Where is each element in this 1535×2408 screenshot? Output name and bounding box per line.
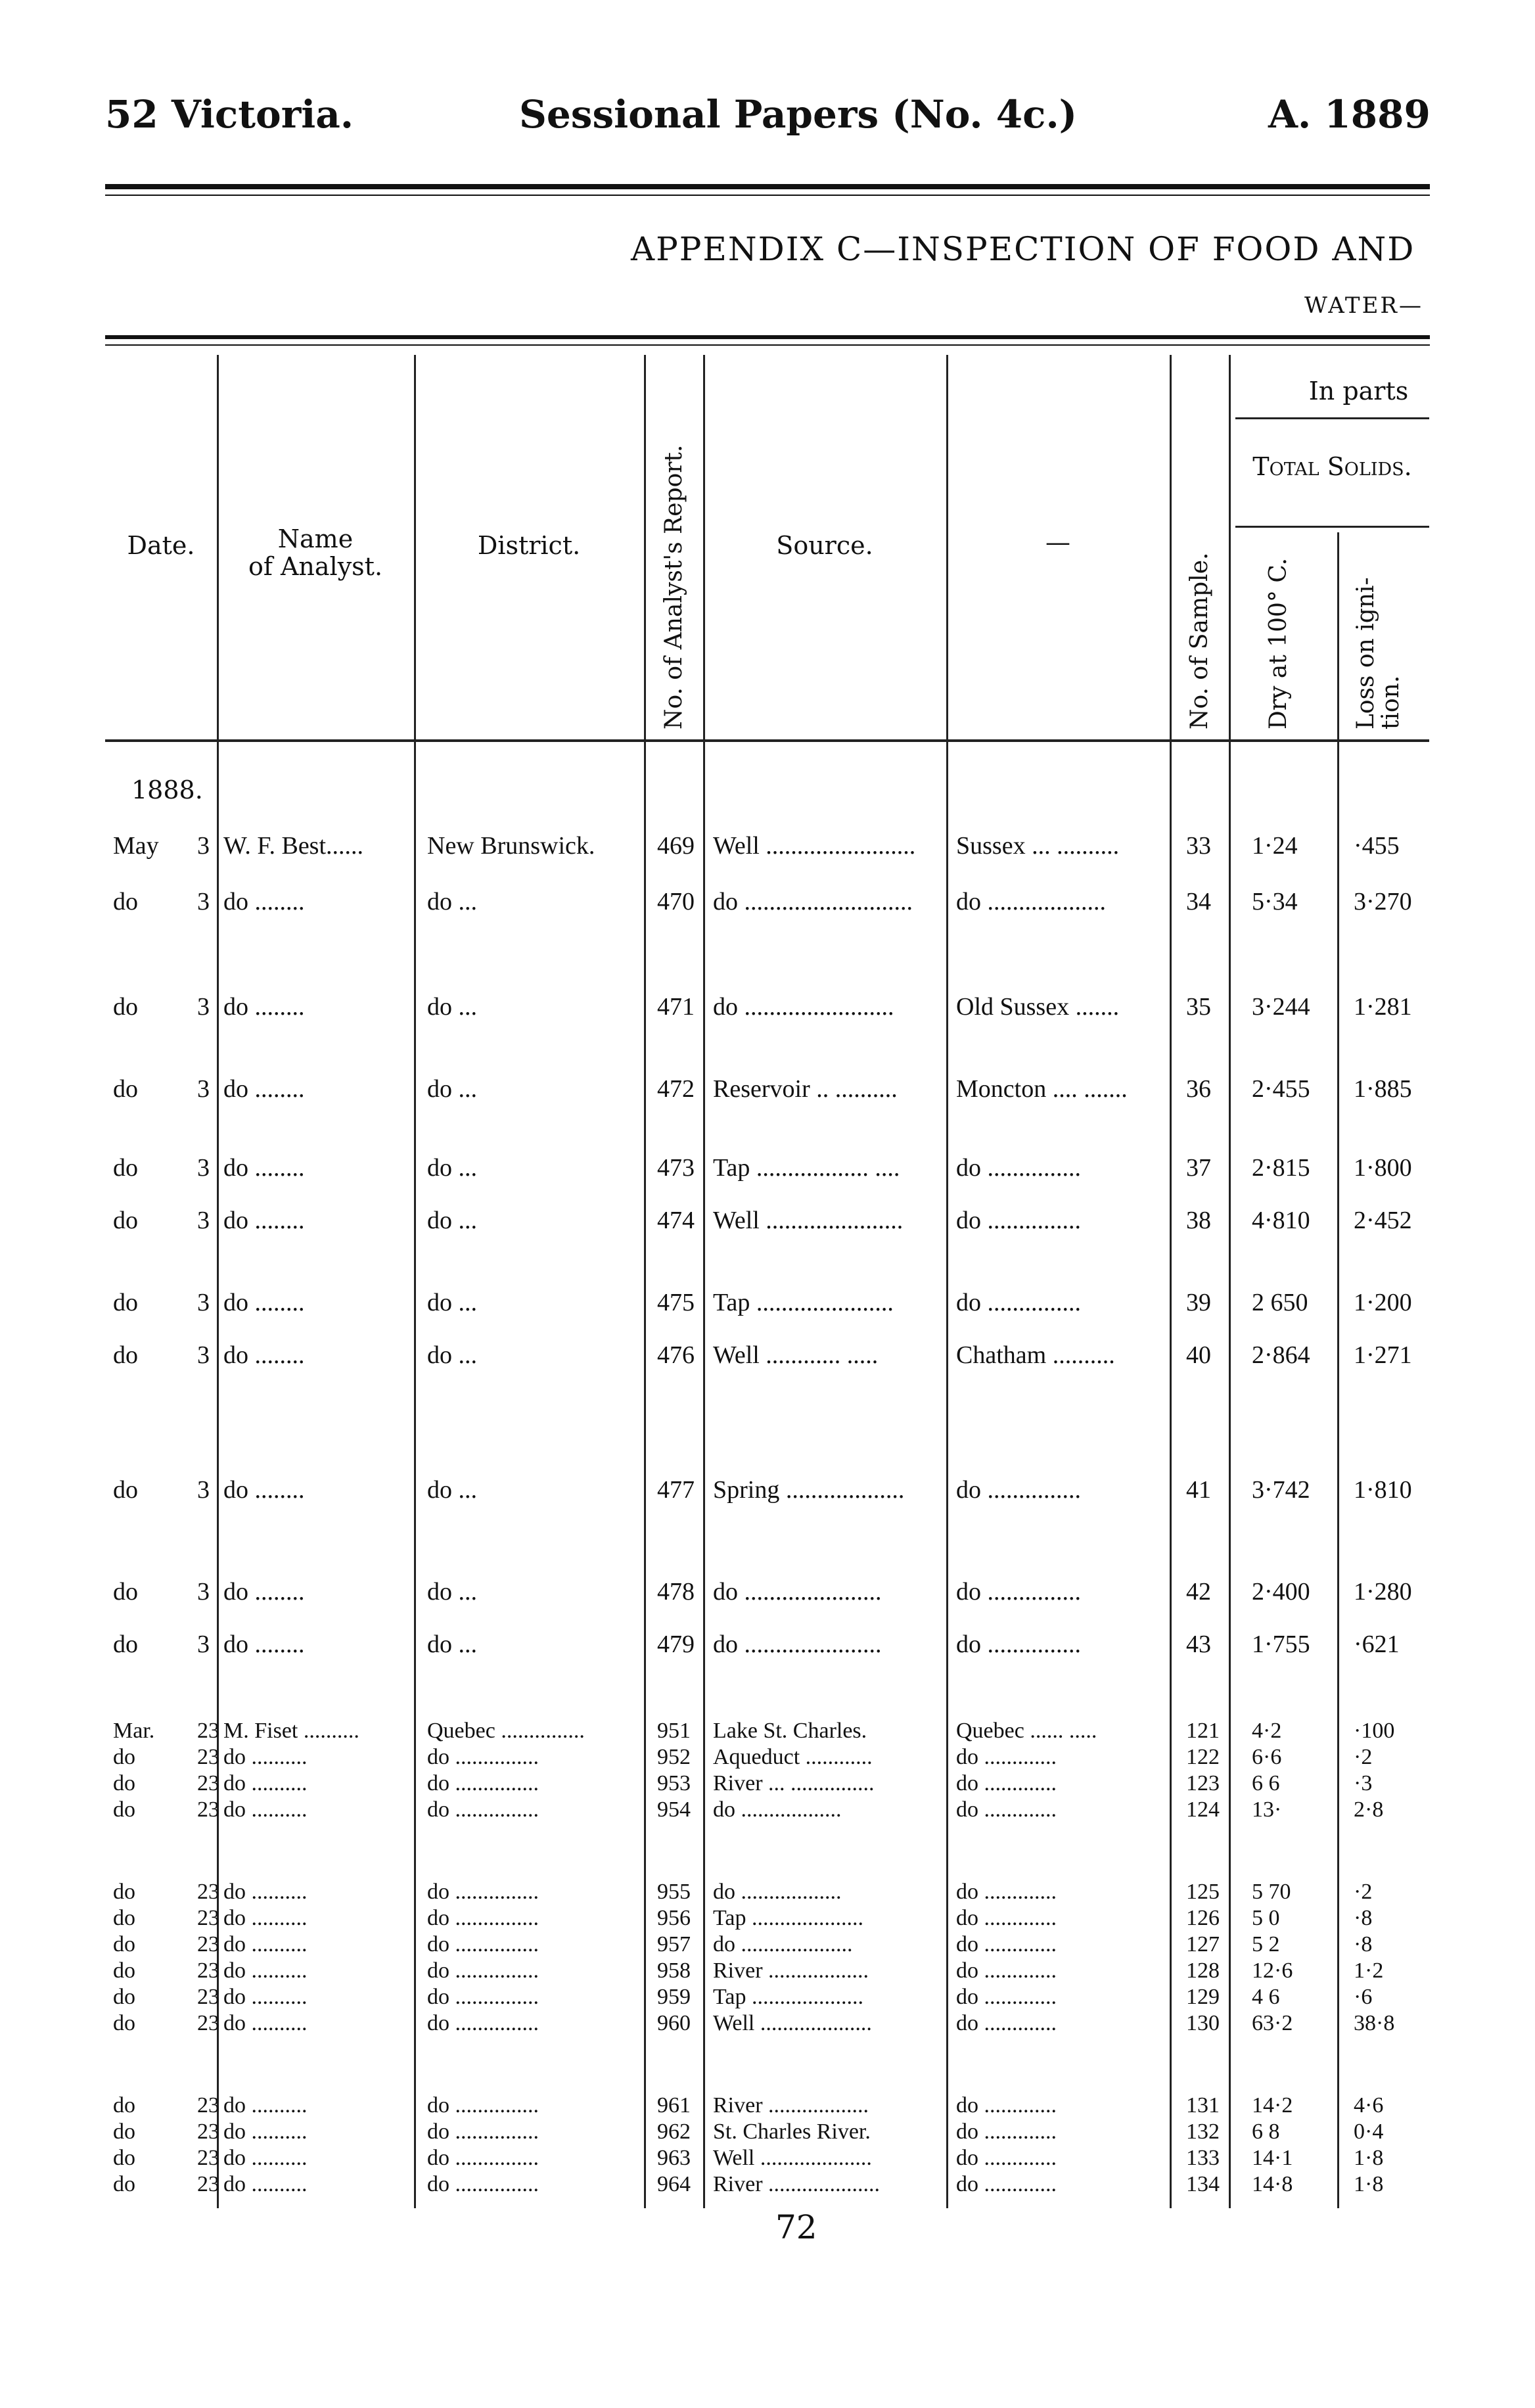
cell-source: Well .................... [713, 2011, 872, 2035]
cell-dry: 2·864 [1252, 1341, 1310, 1369]
cell-day: 23 [197, 2011, 219, 2035]
cell-sample: 42 [1186, 1578, 1211, 1606]
cell-sample: 130 [1186, 2011, 1220, 2035]
cell-report: 952 [657, 1745, 691, 1769]
cell-locality: do ............. [956, 1958, 1057, 1983]
col-header-total-solids: Total Solids. [1252, 452, 1412, 481]
cell-analyst: do ........ [223, 1075, 305, 1103]
cell-sample: 40 [1186, 1341, 1211, 1369]
cell-dry: 13· [1252, 1797, 1282, 1822]
cell-loss: 0·4 [1354, 2119, 1384, 2144]
cell-locality: do ............... [956, 1154, 1081, 1182]
cell-day: 3 [197, 832, 210, 860]
cell-loss: 1·2 [1354, 1958, 1384, 1983]
cell-source: Well ............ ..... [713, 1341, 879, 1369]
cell-sample: 33 [1186, 832, 1211, 860]
cell-source: Tap .................... [713, 1906, 863, 1930]
cell-month: do [113, 2011, 135, 2035]
cell-report: 961 [657, 2093, 691, 2118]
cell-report: 955 [657, 1880, 691, 1904]
cell-sample: 37 [1186, 1154, 1211, 1182]
cell-dry: 14·1 [1252, 2146, 1293, 2170]
cell-district: Quebec ............... [427, 1719, 585, 1743]
cell-locality: do ............. [956, 1932, 1057, 1956]
cell-locality: do ............... [956, 1476, 1081, 1504]
cell-source: Well .................... [713, 2146, 872, 2170]
cell-day: 23 [197, 1906, 219, 1930]
cell-sample: 39 [1186, 1289, 1211, 1316]
col-header-date: Date. [127, 531, 195, 560]
cell-sample: 133 [1186, 2146, 1220, 2170]
cell-loss: 1·200 [1354, 1289, 1412, 1316]
cell-sample: 123 [1186, 1771, 1220, 1795]
cell-month: do [113, 1958, 135, 1983]
cell-source: do ...................... [713, 1631, 882, 1658]
cell-dry: 3·742 [1252, 1476, 1310, 1504]
cell-month: do [113, 1154, 138, 1182]
cell-day: 23 [197, 1880, 219, 1904]
cell-district: do ... [427, 1207, 477, 1234]
cell-report: 954 [657, 1797, 691, 1822]
cell-source: do ...................... [713, 1578, 882, 1606]
cell-month: do [113, 1631, 138, 1658]
cell-analyst: do .......... [223, 1932, 308, 1956]
cell-source: do ........................... [713, 888, 913, 915]
cell-loss: ·8 [1354, 1932, 1373, 1956]
cell-sample: 36 [1186, 1075, 1211, 1103]
cell-loss: 1·885 [1354, 1075, 1412, 1103]
cell-district: do ............... [427, 1906, 539, 1930]
page-number: 72 [775, 2208, 817, 2246]
cell-loss: 1·810 [1354, 1476, 1412, 1504]
header-left: 52 Victoria. [105, 92, 354, 137]
cell-district: do ............... [427, 1932, 539, 1956]
cell-district: do ... [427, 1075, 477, 1103]
cell-dry: 2 650 [1252, 1289, 1308, 1316]
cell-loss: 1·8 [1354, 2172, 1384, 2196]
col-header-source: Source. [776, 531, 873, 560]
header-right: A. 1889 [1268, 92, 1431, 137]
cell-source: Reservoir .. .......... [713, 1075, 898, 1103]
cell-district: do ... [427, 1631, 477, 1658]
cell-analyst: do .......... [223, 1771, 308, 1795]
cell-sample: 125 [1186, 1880, 1220, 1904]
cell-district: do ............... [427, 2119, 539, 2144]
cell-dry: 14·2 [1252, 2093, 1293, 2118]
cell-day: 23 [197, 1745, 219, 1769]
cell-report: 472 [657, 1075, 695, 1103]
cell-source: Well ........................ [713, 832, 916, 860]
year-label: 1888. [131, 776, 203, 804]
cell-report: 957 [657, 1932, 691, 1956]
cell-report: 963 [657, 2146, 691, 2170]
cell-district: New Brunswick. [427, 832, 595, 860]
header-rule-thin [105, 195, 1430, 196]
cell-sample: 121 [1186, 1719, 1220, 1743]
cell-report: 951 [657, 1719, 691, 1743]
cell-dry: 14·8 [1252, 2172, 1293, 2196]
cell-sample: 122 [1186, 1745, 1220, 1769]
total-solids-rule [1235, 526, 1429, 528]
cell-dry: 6 6 [1252, 1771, 1280, 1795]
cell-day: 23 [197, 2172, 219, 2196]
cell-district: do ............... [427, 1797, 539, 1822]
cell-source: do .................... [713, 1932, 853, 1956]
cell-loss: 3·270 [1354, 888, 1412, 915]
cell-dry: 2·815 [1252, 1154, 1310, 1182]
cell-month: Mar. [113, 1719, 155, 1743]
cell-analyst: M. Fiset .......... [223, 1719, 359, 1743]
cell-day: 23 [197, 1719, 219, 1743]
cell-report: 469 [657, 832, 695, 860]
cell-report: 475 [657, 1289, 695, 1316]
cell-dry: 5·34 [1252, 888, 1298, 915]
cell-analyst: do ........ [223, 1289, 305, 1316]
cell-source: do .................. [713, 1880, 842, 1904]
cell-dry: 2·455 [1252, 1075, 1310, 1103]
cell-analyst: do .......... [223, 1906, 308, 1930]
cell-sample: 134 [1186, 2172, 1220, 2196]
cell-day: 23 [197, 2146, 219, 2170]
cell-dry: 4·2 [1252, 1719, 1282, 1743]
cell-locality: do ............... [956, 1207, 1081, 1234]
cell-source: Spring ................... [713, 1476, 905, 1504]
cell-locality: do ............. [956, 2011, 1057, 2035]
cell-sample: 131 [1186, 2093, 1220, 2118]
cell-day: 3 [197, 1578, 210, 1606]
cell-month: May [113, 832, 159, 860]
cell-analyst: do .......... [223, 1985, 308, 2009]
cell-loss: 1·800 [1354, 1154, 1412, 1182]
cell-report: 473 [657, 1154, 695, 1182]
cell-day: 23 [197, 1771, 219, 1795]
cell-analyst: do ........ [223, 1207, 305, 1234]
col-header-loss: Loss on igni- tion. [1352, 577, 1404, 729]
cell-loss: 38·8 [1354, 2011, 1395, 2035]
cell-day: 23 [197, 1932, 219, 1956]
cell-dry: 1·24 [1252, 832, 1298, 860]
cell-dry: 4 6 [1252, 1985, 1280, 2009]
cell-analyst: do .......... [223, 2011, 308, 2035]
cell-analyst: do .......... [223, 1958, 308, 1983]
cell-dry: 6 8 [1252, 2119, 1280, 2144]
cell-report: 959 [657, 1985, 691, 2009]
header-bottom-rule [105, 739, 1429, 742]
appendix-subtitle: WATER— [1304, 292, 1423, 319]
cell-report: 471 [657, 993, 695, 1021]
cell-sample: 34 [1186, 888, 1211, 915]
cell-locality: do ............... [956, 1631, 1081, 1658]
cell-sample: 35 [1186, 993, 1211, 1021]
cell-source: Well ...................... [713, 1207, 904, 1234]
cell-month: do [113, 1880, 135, 1904]
cell-month: do [113, 2119, 135, 2144]
cell-day: 3 [197, 1476, 210, 1504]
cell-locality: do ............... [956, 1289, 1081, 1316]
cell-district: do ............... [427, 2172, 539, 2196]
cell-month: do [113, 1771, 135, 1795]
appendix-title: APPENDIX C—INSPECTION OF FOOD AND [631, 230, 1415, 268]
col-divider [414, 355, 416, 2208]
cell-sample: 124 [1186, 1797, 1220, 1822]
cell-source: River .................. [713, 1958, 869, 1983]
cell-locality: do ............. [956, 1906, 1057, 1930]
cell-sample: 129 [1186, 1985, 1220, 2009]
cell-loss: ·2 [1354, 1880, 1373, 1904]
cell-month: do [113, 2146, 135, 2170]
cell-locality: do ............. [956, 2172, 1057, 2196]
col-divider [644, 355, 646, 2208]
cell-analyst: do ........ [223, 1578, 305, 1606]
cell-district: do ... [427, 1341, 477, 1369]
col-header-dash: — [1045, 528, 1070, 557]
cell-report: 470 [657, 888, 695, 915]
cell-day: 3 [197, 1154, 210, 1182]
cell-analyst: do ........ [223, 1476, 305, 1504]
cell-report: 956 [657, 1906, 691, 1930]
cell-district: do ... [427, 1578, 477, 1606]
cell-locality: do ............. [956, 1745, 1057, 1769]
cell-loss: ·455 [1354, 832, 1400, 860]
cell-month: do [113, 1797, 135, 1822]
cell-month: do [113, 888, 138, 915]
cell-report: 474 [657, 1207, 695, 1234]
cell-source: River .................... [713, 2172, 881, 2196]
cell-month: do [113, 1578, 138, 1606]
cell-month: do [113, 1745, 135, 1769]
cell-loss: 1·281 [1354, 993, 1412, 1021]
cell-analyst: do ........ [223, 993, 305, 1021]
cell-dry: 5 2 [1252, 1932, 1280, 1956]
col-divider [946, 355, 948, 2208]
cell-month: do [113, 1075, 138, 1103]
cell-day: 3 [197, 1075, 210, 1103]
cell-analyst: do .......... [223, 2146, 308, 2170]
header-center: Sessional Papers (No. 4c.) [519, 92, 1078, 137]
cell-dry: 2·400 [1252, 1578, 1310, 1606]
cell-locality: Moncton .... ....... [956, 1075, 1128, 1103]
cell-source: do ........................ [713, 993, 894, 1021]
cell-locality: Chatham .......... [956, 1341, 1115, 1369]
cell-day: 3 [197, 1631, 210, 1658]
cell-locality: Quebec ...... ..... [956, 1719, 1097, 1743]
cell-day: 23 [197, 1958, 219, 1983]
cell-locality: do ............. [956, 1797, 1057, 1822]
cell-analyst: W. F. Best...... [223, 832, 364, 860]
cell-day: 23 [197, 2093, 219, 2118]
cell-source: do .................. [713, 1797, 842, 1822]
table-top-rule-thin [105, 344, 1430, 346]
cell-report: 953 [657, 1771, 691, 1795]
col-header-analyst: Name of Analyst. [248, 524, 383, 581]
cell-sample: 41 [1186, 1476, 1211, 1504]
cell-report: 962 [657, 2119, 691, 2144]
cell-loss: 1·271 [1354, 1341, 1412, 1369]
cell-district: do ............... [427, 1985, 539, 2009]
cell-source: Aqueduct ............ [713, 1745, 873, 1769]
cell-district: do ............... [427, 2011, 539, 2035]
cell-dry: 1·755 [1252, 1631, 1310, 1658]
cell-source: Tap ...................... [713, 1289, 894, 1316]
cell-analyst: do .......... [223, 2119, 308, 2144]
cell-analyst: do .......... [223, 1880, 308, 1904]
cell-source: Lake St. Charles. [713, 1719, 867, 1743]
cell-month: do [113, 1289, 138, 1316]
cell-day: 23 [197, 1797, 219, 1822]
cell-sample: 128 [1186, 1958, 1220, 1983]
cell-loss: 2·452 [1354, 1207, 1412, 1234]
cell-loss: ·6 [1354, 1985, 1373, 2009]
cell-district: do ... [427, 1476, 477, 1504]
cell-analyst: do ........ [223, 888, 305, 915]
cell-sample: 132 [1186, 2119, 1220, 2144]
cell-day: 3 [197, 888, 210, 915]
cell-district: do ............... [427, 2093, 539, 2118]
cell-source: River ... ............... [713, 1771, 875, 1795]
cell-report: 477 [657, 1476, 695, 1504]
col-divider [703, 355, 705, 2208]
cell-sample: 127 [1186, 1932, 1220, 1956]
col-header-district: District. [477, 531, 581, 560]
cell-locality: Old Sussex ....... [956, 993, 1120, 1021]
cell-loss: 1·280 [1354, 1578, 1412, 1606]
cell-district: do ... [427, 888, 477, 915]
cell-analyst: do .......... [223, 1745, 308, 1769]
cell-district: do ............... [427, 1958, 539, 1983]
cell-sample: 126 [1186, 1906, 1220, 1930]
cell-dry: 5 70 [1252, 1880, 1291, 1904]
cell-district: do ............... [427, 1745, 539, 1769]
cell-loss: ·3 [1354, 1771, 1373, 1795]
cell-report: 476 [657, 1341, 695, 1369]
cell-loss: ·8 [1354, 1906, 1373, 1930]
col-header-in-parts: In parts [1308, 377, 1409, 405]
cell-locality: do ............. [956, 2093, 1057, 2118]
cell-analyst: do .......... [223, 2093, 308, 2118]
cell-day: 3 [197, 1289, 210, 1316]
cell-report: 478 [657, 1578, 695, 1606]
cell-sample: 43 [1186, 1631, 1211, 1658]
col-header-report: No. of Analyst's Report. [660, 444, 687, 729]
cell-district: do ... [427, 1289, 477, 1316]
cell-analyst: do .......... [223, 2172, 308, 2196]
cell-month: do [113, 993, 138, 1021]
cell-month: do [113, 1341, 138, 1369]
cell-day: 3 [197, 1341, 210, 1369]
cell-month: do [113, 2093, 135, 2118]
cell-district: do ... [427, 1154, 477, 1182]
cell-district: do ............... [427, 2146, 539, 2170]
cell-month: do [113, 2172, 135, 2196]
col-divider [1170, 355, 1172, 2208]
cell-dry: 3·244 [1252, 993, 1310, 1021]
in-parts-rule [1235, 417, 1429, 419]
cell-loss: ·621 [1354, 1631, 1400, 1658]
cell-locality: do ................... [956, 888, 1106, 915]
cell-loss: 4·6 [1354, 2093, 1384, 2118]
cell-month: do [113, 1985, 135, 2009]
cell-analyst: do ........ [223, 1341, 305, 1369]
cell-analyst: do .......... [223, 1797, 308, 1822]
cell-loss: ·100 [1354, 1719, 1395, 1743]
cell-month: do [113, 1906, 135, 1930]
cell-day: 3 [197, 1207, 210, 1234]
cell-source: Tap .................. .... [713, 1154, 900, 1182]
cell-locality: do ............... [956, 1578, 1081, 1606]
cell-report: 958 [657, 1958, 691, 1983]
cell-month: do [113, 1932, 135, 1956]
cell-source: Tap .................... [713, 1985, 863, 2009]
cell-report: 960 [657, 2011, 691, 2035]
col-divider [1337, 532, 1339, 2208]
cell-locality: do ............. [956, 1771, 1057, 1795]
cell-source: St. Charles River. [713, 2119, 871, 2144]
cell-dry: 5 0 [1252, 1906, 1280, 1930]
cell-month: do [113, 1476, 138, 1504]
cell-source: River .................. [713, 2093, 869, 2118]
cell-analyst: do ........ [223, 1154, 305, 1182]
cell-day: 3 [197, 993, 210, 1021]
cell-district: do ... [427, 993, 477, 1021]
cell-dry: 6·6 [1252, 1745, 1282, 1769]
cell-report: 964 [657, 2172, 691, 2196]
cell-sample: 38 [1186, 1207, 1211, 1234]
cell-district: do ............... [427, 1771, 539, 1795]
cell-loss: 1·8 [1354, 2146, 1384, 2170]
cell-loss: ·2 [1354, 1745, 1373, 1769]
cell-month: do [113, 1207, 138, 1234]
cell-locality: do ............. [956, 1880, 1057, 1904]
cell-locality: do ............. [956, 1985, 1057, 2009]
cell-district: do ............... [427, 1880, 539, 1904]
cell-loss: 2·8 [1354, 1797, 1384, 1822]
col-header-sample: No. of Sample. [1186, 552, 1213, 729]
cell-day: 23 [197, 2119, 219, 2144]
header-rule-thick [105, 184, 1430, 189]
cell-analyst: do ........ [223, 1631, 305, 1658]
cell-day: 23 [197, 1985, 219, 2009]
cell-dry: 63·2 [1252, 2011, 1293, 2035]
col-header-dry: Dry at 100° C. [1265, 557, 1292, 729]
cell-report: 479 [657, 1631, 695, 1658]
cell-dry: 12·6 [1252, 1958, 1293, 1983]
table-top-rule [105, 335, 1430, 339]
cell-locality: do ............. [956, 2146, 1057, 2170]
col-divider [1229, 355, 1231, 2208]
cell-locality: Sussex ... .......... [956, 832, 1120, 860]
cell-dry: 4·810 [1252, 1207, 1310, 1234]
cell-locality: do ............. [956, 2119, 1057, 2144]
